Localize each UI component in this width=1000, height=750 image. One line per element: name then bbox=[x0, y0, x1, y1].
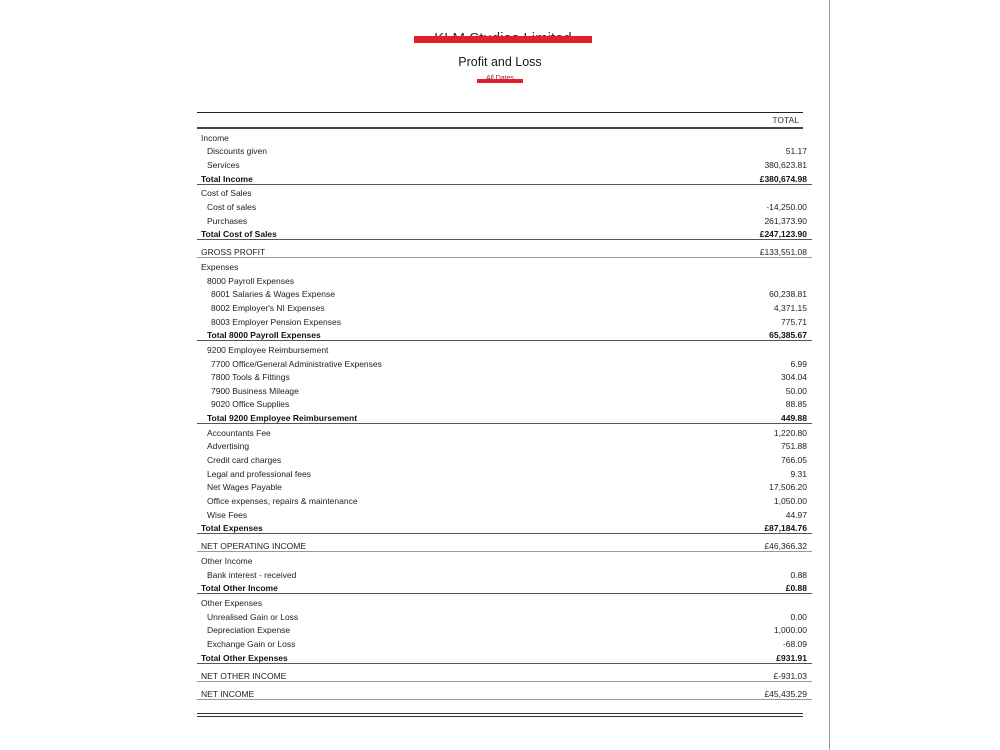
row-label: Bank interest - received bbox=[207, 569, 297, 580]
row-amount: £45,435.29 bbox=[681, 681, 812, 699]
row-amount: 50.00 bbox=[785, 385, 807, 396]
row-amount: 88.85 bbox=[785, 399, 807, 410]
table-row-item bbox=[197, 212, 812, 226]
row-label: NET INCOME bbox=[197, 681, 681, 699]
table-row-item bbox=[197, 299, 812, 313]
row-amount: £133,551.08 bbox=[681, 240, 812, 258]
table-row-item bbox=[197, 465, 812, 479]
row-label: Total Expenses bbox=[197, 520, 681, 534]
table-row-item bbox=[197, 566, 812, 580]
row-label: Advertising bbox=[207, 441, 250, 452]
row-amount: 4,371.15 bbox=[773, 302, 807, 313]
table-row-item bbox=[197, 451, 812, 465]
row-amount: £46,366.32 bbox=[681, 534, 812, 552]
table-row-total bbox=[197, 520, 812, 534]
row-amount: £87,184.76 bbox=[681, 520, 812, 534]
table-row-item bbox=[197, 396, 812, 410]
row-label: Total 9200 Employee Reimbursement bbox=[197, 409, 681, 423]
row-label: Purchases bbox=[207, 215, 248, 226]
table-row-item bbox=[197, 313, 812, 327]
row-amount: £380,674.98 bbox=[681, 170, 812, 184]
row-label: Total Cost of Sales bbox=[197, 226, 681, 240]
table-row-section bbox=[197, 341, 812, 355]
row-amount: -68.09 bbox=[782, 638, 807, 649]
double-rule-bottom bbox=[197, 716, 803, 717]
row-label: 8001 Salaries & Wages Expense bbox=[211, 289, 335, 300]
row-label: Discounts given bbox=[207, 146, 268, 157]
redaction-bar bbox=[414, 36, 592, 43]
row-amount bbox=[681, 341, 812, 355]
table-row-item bbox=[197, 438, 812, 452]
table-row-section bbox=[197, 184, 812, 198]
profit-loss-table bbox=[197, 129, 812, 700]
table-row-total bbox=[197, 327, 812, 341]
row-amount: 449.88 bbox=[681, 409, 812, 423]
row-label: GROSS PROFIT bbox=[197, 240, 681, 258]
table-row-item bbox=[197, 143, 812, 157]
table-row-item bbox=[197, 198, 812, 212]
table-row-item bbox=[197, 369, 812, 383]
row-amount: £247,123.90 bbox=[681, 226, 812, 240]
row-amount bbox=[681, 184, 812, 198]
row-label: Services bbox=[207, 159, 240, 170]
row-label: Cost of sales bbox=[207, 201, 257, 212]
table-row-calc bbox=[197, 240, 812, 258]
table-row-calc bbox=[197, 663, 812, 681]
row-amount bbox=[681, 552, 812, 566]
row-amount bbox=[681, 272, 812, 286]
table-row-item bbox=[197, 635, 812, 649]
row-amount: 6.99 bbox=[790, 358, 807, 369]
table-row-item bbox=[197, 492, 812, 506]
row-label: Total Other Expenses bbox=[197, 649, 681, 663]
table-row-total bbox=[197, 649, 812, 663]
row-amount: £931.91 bbox=[681, 649, 812, 663]
row-amount bbox=[681, 129, 812, 143]
row-label: 7900 Business Mileage bbox=[211, 385, 299, 396]
row-label: NET OPERATING INCOME bbox=[197, 534, 681, 552]
table-header bbox=[197, 112, 803, 127]
row-amount: 380,623.81 bbox=[764, 159, 807, 170]
table-row-item bbox=[197, 424, 812, 438]
row-amount: 0.00 bbox=[790, 611, 807, 622]
table-row-grand bbox=[197, 681, 812, 699]
row-amount: 44.97 bbox=[785, 509, 807, 520]
row-amount: 304.04 bbox=[781, 372, 807, 383]
row-amount: 1,220.80 bbox=[773, 427, 807, 438]
row-amount bbox=[681, 258, 812, 272]
table-row-item bbox=[197, 156, 812, 170]
row-label: 9020 Office Supplies bbox=[211, 399, 290, 410]
period-redaction-bar bbox=[477, 79, 523, 83]
company-name-redacted bbox=[414, 27, 592, 51]
row-amount bbox=[681, 594, 812, 608]
row-amount: 0.88 bbox=[790, 569, 807, 580]
report-period-redacted bbox=[477, 75, 523, 85]
row-label: Net Wages Payable bbox=[207, 482, 282, 493]
row-label: Other Income bbox=[201, 556, 253, 567]
row-label: Expenses bbox=[201, 261, 239, 272]
table-row-total bbox=[197, 409, 812, 423]
row-label: Income bbox=[201, 132, 229, 143]
row-label: Legal and professional fees bbox=[207, 468, 311, 479]
row-amount: 775.71 bbox=[781, 316, 807, 327]
table-row-item bbox=[197, 286, 812, 300]
table-row-total bbox=[197, 226, 812, 240]
row-amount: £-931.03 bbox=[681, 663, 812, 681]
row-amount: 1,000.00 bbox=[773, 625, 807, 636]
row-amount: 9.31 bbox=[790, 468, 807, 479]
table-row-section bbox=[197, 272, 812, 286]
table-row-section bbox=[197, 594, 812, 608]
table-row-item bbox=[197, 608, 812, 622]
row-amount: 65,385.67 bbox=[681, 327, 812, 341]
row-amount: 261,373.90 bbox=[764, 215, 807, 226]
row-label: Total Other Income bbox=[197, 580, 681, 594]
row-label: 7800 Tools & Fittings bbox=[211, 372, 290, 383]
row-amount: 766.05 bbox=[781, 455, 807, 466]
row-amount: 51.17 bbox=[785, 146, 807, 157]
row-label: 9200 Employee Reimbursement bbox=[207, 344, 329, 355]
column-header-total: TOTAL bbox=[772, 115, 799, 125]
table-row-item bbox=[197, 382, 812, 396]
row-label: Office expenses, repairs & maintenance bbox=[207, 496, 358, 507]
row-label: Exchange Gain or Loss bbox=[207, 638, 296, 649]
row-label: Total 8000 Payroll Expenses bbox=[197, 327, 681, 341]
row-label: Depreciation Expense bbox=[207, 625, 291, 636]
table-row-section bbox=[197, 552, 812, 566]
table-row-item bbox=[197, 355, 812, 369]
row-label: 8003 Employer Pension Expenses bbox=[211, 316, 341, 327]
row-label: 8000 Payroll Expenses bbox=[207, 275, 294, 286]
table-row-item bbox=[197, 479, 812, 493]
row-amount: 751.88 bbox=[781, 441, 807, 452]
table-row-item bbox=[197, 622, 812, 636]
table-row-section bbox=[197, 129, 812, 143]
table-row-section bbox=[197, 258, 812, 272]
table-row-item bbox=[197, 506, 812, 520]
row-label: Wise Fees bbox=[207, 509, 248, 520]
row-label: Other Expenses bbox=[201, 598, 262, 608]
row-amount: £0.88 bbox=[681, 580, 812, 594]
report-title: Profit and Loss bbox=[458, 55, 542, 69]
page-edge-divider bbox=[829, 0, 830, 750]
row-label: Accountants Fee bbox=[207, 427, 271, 438]
row-amount: 1,050.00 bbox=[773, 496, 807, 507]
table-row-total bbox=[197, 170, 812, 184]
row-label: 8002 Employer's NI Expenses bbox=[211, 302, 325, 313]
row-label: 7700 Office/General Administrative Expenses bbox=[211, 358, 382, 369]
table-row-calc bbox=[197, 534, 812, 552]
row-label: Credit card charges bbox=[207, 455, 282, 466]
row-amount: 60,238.81 bbox=[769, 289, 807, 300]
row-label: NET OTHER INCOME bbox=[197, 663, 681, 681]
row-amount: 17,506.20 bbox=[769, 482, 807, 493]
double-rule-top bbox=[197, 713, 803, 714]
row-label: Total Income bbox=[197, 170, 681, 184]
row-label: Unrealised Gain or Loss bbox=[207, 611, 299, 622]
table-row-total bbox=[197, 580, 812, 594]
row-amount: -14,250.00 bbox=[766, 201, 807, 212]
row-label: Cost of Sales bbox=[201, 188, 252, 199]
